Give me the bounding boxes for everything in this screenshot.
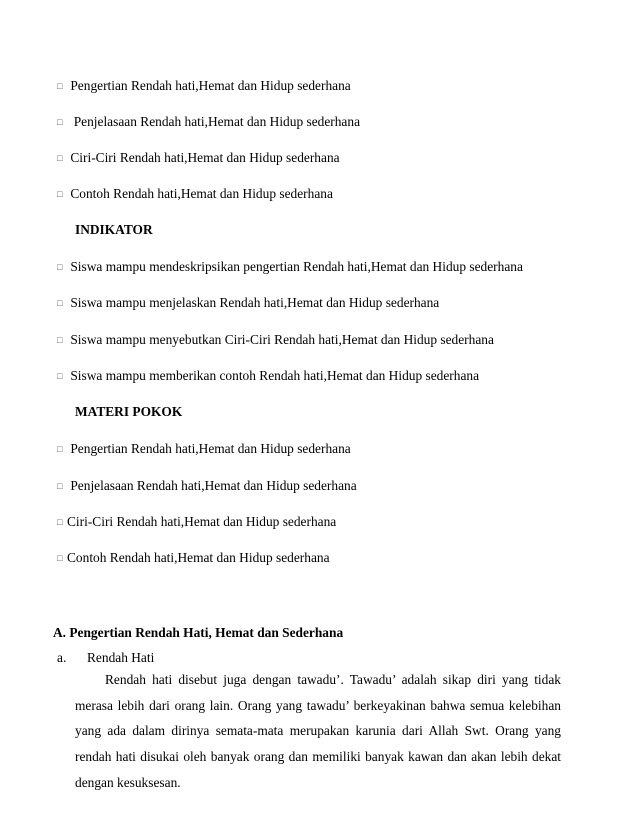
list-item: □ Contoh Rendah hati,Hemat dan Hidup sederhana [57, 550, 330, 565]
checkbox-icon: □ [57, 371, 63, 381]
checkbox-icon: □ [57, 153, 63, 163]
subsection-title: Rendah Hati [87, 650, 155, 665]
list-item: □ Siswa mampu menyebutkan Ciri-Ciri Rendah hati,Hemat dan Hidup sederhana [57, 332, 494, 347]
checkbox-icon: □ [57, 481, 63, 491]
checkbox-icon: □ [57, 189, 63, 199]
checkbox-icon: □ [57, 81, 63, 91]
checkbox-icon: □ [57, 298, 63, 308]
list-item: □ Ciri-Ciri Rendah hati,Hemat dan Hidup sederhana [57, 514, 337, 529]
checkbox-icon: □ [57, 517, 63, 527]
list-item: □ Pengertian Rendah hati,Hemat dan Hidup sederhana [57, 441, 351, 456]
list-item: □ Penjelasaan Rendah hati,Hemat dan Hidup sederhana [57, 478, 357, 493]
list-item: □ Siswa mampu memberikan contoh Rendah hati,Hemat dan Hidup sederhana [57, 368, 480, 383]
materi-heading: MATERI POKOK [75, 404, 183, 419]
list-item: □ Penjelasaan Rendah hati,Hemat dan Hidup sederhana [57, 114, 361, 129]
checkbox-icon: □ [57, 335, 63, 345]
checkbox-icon: □ [57, 553, 63, 563]
list-item: □ Ciri-Ciri Rendah hati,Hemat dan Hidup sederhana [57, 150, 340, 165]
list-item: □ Contoh Rendah hati,Hemat dan Hidup sederhana [57, 186, 333, 201]
list-item: □ Siswa mampu menjelaskan Rendah hati,Hemat dan Hidup sederhana [57, 295, 440, 310]
list-item: □ Siswa mampu mendeskripsikan pengertian Rendah hati,Hemat dan Hidup sederhana [57, 259, 523, 274]
subsection-marker: a. [57, 650, 67, 665]
indikator-heading: INDIKATOR [75, 222, 153, 237]
section-title: A. Pengertian Rendah Hati, Hemat dan Sederhana [53, 625, 344, 640]
body-paragraph: Rendah hati disebut juga dengan tawadu’. Tawadu’ adalah sikap diri yang tidak merasa lebih dari orang lain. Orang yang tawadu’ berkeyakinan bahwa semua kelebihan yang ada dalam dirinya semata-mata merupakan karunia dari Allah Swt. Orang yang rendah hati disukai oleh banyak orang dan memiliki banyak kawan dan akan lebih dekat dengan kesuksesan. [75, 672, 561, 790]
checkbox-icon: □ [57, 117, 63, 127]
checkbox-icon: □ [57, 444, 63, 454]
list-item: □ Pengertian Rendah hati,Hemat dan Hidup sederhana [57, 78, 351, 93]
checkbox-icon: □ [57, 262, 63, 272]
